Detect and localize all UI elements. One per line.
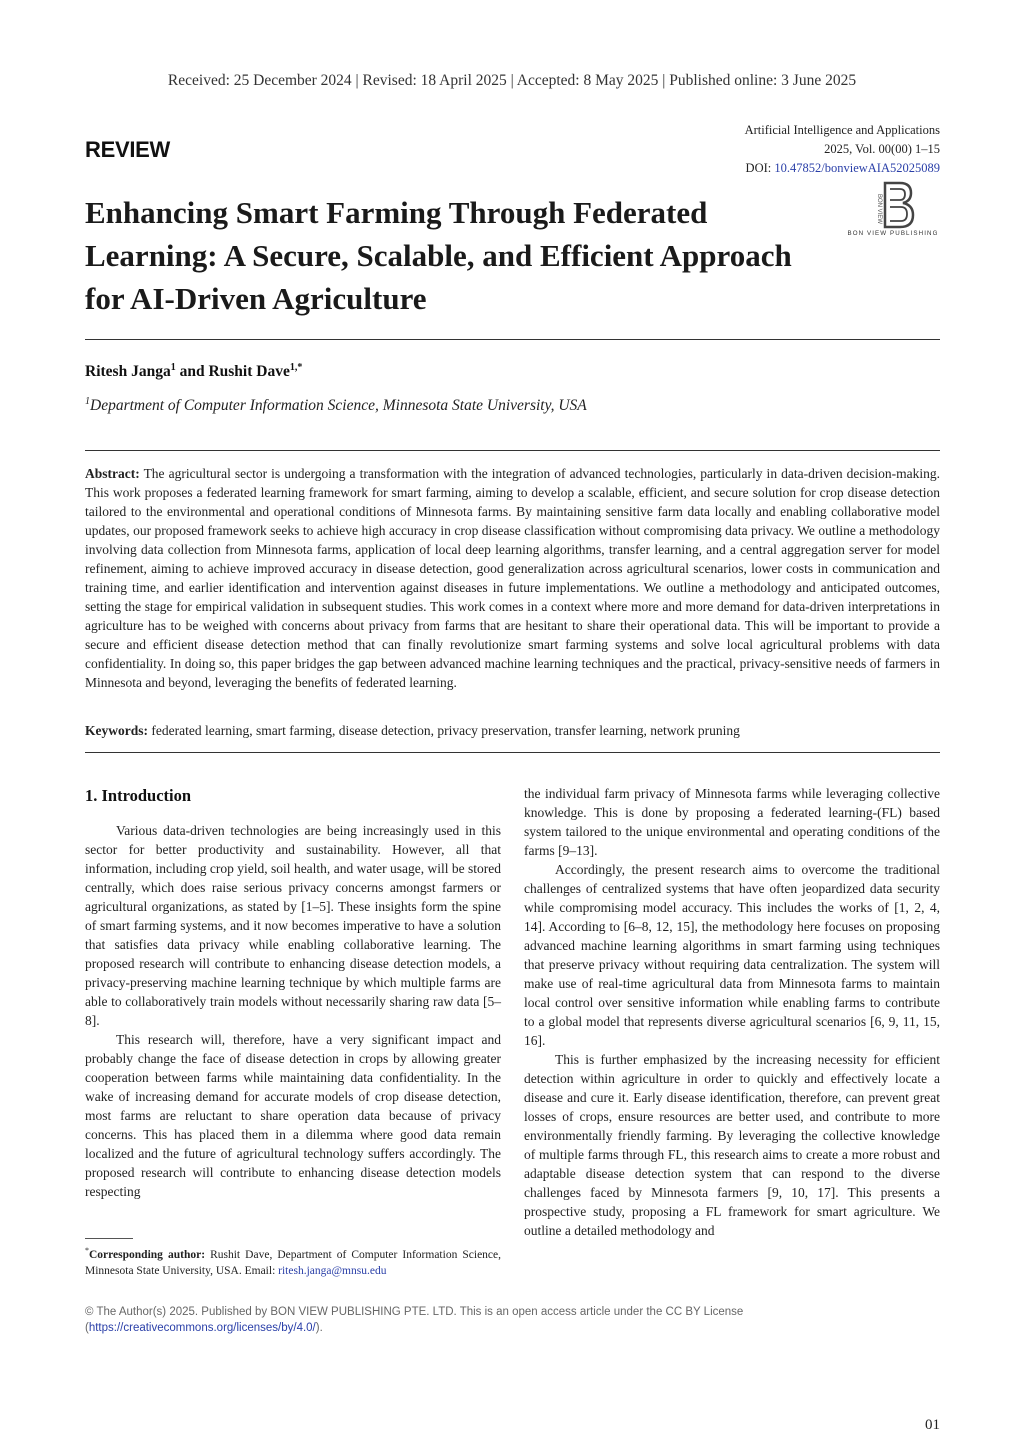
license-link[interactable]: https://creativecommons.org/licenses/by/4.0/ — [88, 1322, 316, 1334]
abstract-text: The agricultural sector is undergoing a transformation with the integration of advanced technologies, particularly in data-driven decision-making. This work proposes a federated learning framework for smart farming, aiming to develop a scalable, efficient, and secure solution for crop disease detection tailored to the environmental and operational conditions of Minnesota farms. By maintaining sensitive farm data locally and enabling collaborative model updates, our proposed framework seeks to achieve high accuracy in crop disease classification without compromising data privacy. We outline a methodology involving data collection from Minnesota farms, application of local deep learning algorithms, transfer learning, and a central aggregation server for model refinement, aiming to achieve improved accuracy in disease detection, good generalization across agricultural scenarios, lower costs in communication and training time, and earlier identification and intervention against diseases in future implementations. We outline a methodology and anticipated outcomes, setting the stage for empirical validation in subsequent studies. This work comes in a context where more and more demand for data-driven interpretations in agriculture has to be weighed with concerns about privacy from farms that are hesitant to share their operational data. This will be important to provide a secure and efficient disease detection method that can finally revolutionize smart farming systems and solve local agricultural problems with data confidentiality. In doing so, this paper bridges the gap between advanced machine learning techniques and the practical, privacy-sensitive needs of farmers in Minnesota and beyond, leveraging the benefits of federated learning. — [85, 466, 941, 690]
left-column — [85, 821, 501, 1201]
affiliation-mark: 1 — [85, 396, 90, 407]
paragraph: the individual farm privacy of Minnesota farms while leveraging collective knowledge. This is done by proposing a federated learning-(FL) based system tailored to the unique environmental and operating conditions of the farms [9–13]. — [524, 786, 940, 858]
author-conjunction: and — [179, 363, 205, 381]
publication-dates: Received: 25 December 2024 | Revised: 18 April 2025 | Accepted: 8 May 2025 | Published online: 3 June 2025 — [167, 72, 857, 89]
keywords-label: Keywords: — [85, 723, 148, 738]
author-name: Rushit Dave — [208, 363, 290, 381]
journal-volume: 2025, Vol. 00(00) 1–15 — [824, 142, 940, 156]
affiliation-text: Department of Computer Information Science, Minnesota State University, USA — [90, 397, 587, 415]
right-column — [524, 784, 940, 1240]
email-link[interactable]: ritesh.janga@mnsu.edu — [278, 1264, 387, 1277]
footnote-mark: * — [85, 1246, 89, 1255]
author-affiliation-mark: 1 — [170, 362, 176, 373]
keywords — [85, 721, 940, 740]
title-divider — [85, 339, 940, 340]
section-heading: 1. Introduction — [85, 786, 192, 805]
abstract-top-divider — [85, 450, 940, 451]
doi-label: DOI: — [745, 161, 772, 175]
doi-line — [745, 159, 940, 178]
footnote-text: Rushit Dave, Department of Computer Information Science, Minnesota State University, USA. Email: — [85, 1248, 502, 1277]
paragraph: Accordingly, the present research aims to overcome the traditional challenges of centralized systems that have often jeopardized data security while compromising model accuracy. This includes the works of [1, 2, 4, 14]. According to [6–8, 12, 15], the methodology here focuses on proposing advanced machine learning algorithms in smart farming using techniques that preserve privacy without requiring data centralization. The system will make use of real-time agricultural data from Minnesota farms to maintain local control over sensitive information while enabling farms to contribute to a global model that represents diverse agricultural scenarios [6, 9, 11, 15, 16]. — [524, 862, 940, 1048]
keywords-text: federated learning, smart farming, disease detection, privacy preservation, transfer learning, network pruning — [151, 723, 740, 738]
paragraph: This research will, therefore, have a very significant impact and probably change the face of disease detection in crops by allowing greater cooperation between farms while maintaining data confidentiality. In the wake of increasing demand for accurate models of crop disease detection, most farms are reluctant to share operation data because of privacy concerns. This has placed them in a dilemma where good data remain localized and the future of agricultural technology suffers accordingly. The proposed research will contribute to enhancing disease detection models respecting — [85, 1032, 501, 1199]
license-notice — [85, 1304, 940, 1336]
page-number: 01 — [925, 1417, 940, 1433]
corresponding-author-footnote — [85, 1243, 501, 1279]
article-type-label: REVIEW — [85, 137, 170, 162]
footnote-label: Corresponding author: — [89, 1248, 206, 1261]
paragraph: Various data-driven technologies are being increasingly used in this sector for better productivity and sustainability. However, all that information, including crop yield, soil health, and water usage, will be stored centrally, which does raise serious privacy concerns amongst farmers or agricultural organizations, as stated by [1–5]. These insights form the spine of smart farming systems, and it now becomes imperative to have a solution that satisfies data privacy while enabling collaborative learning. The proposed research will contribute to enhancing disease detection models, a privacy-preserving machine learning technique by which multiple farms are able to collaboratively train models without necessarily sharing raw data [5–8]. — [85, 823, 501, 1028]
abstract — [85, 464, 940, 692]
author-name: Ritesh Janga — [85, 363, 171, 381]
author-affiliation-mark: 1,* — [289, 362, 303, 373]
license-end: ). — [315, 1322, 323, 1334]
logo-publisher-text: BON VIEW PUBLISHING — [847, 230, 939, 237]
logo-vertical-text: BON VIEW — [876, 193, 882, 225]
license-text: © The Author(s) 2025. Published by BON VIEW PUBLISHING PTE. LTD. This is an open access article under the CC BY License ( — [85, 1306, 744, 1334]
footnote-rule — [85, 1238, 133, 1239]
abstract-label: Abstract: — [85, 466, 140, 481]
journal-name: Artificial Intelligence and Applications — [744, 123, 940, 137]
abstract-bottom-divider — [85, 752, 940, 753]
author-list — [85, 362, 302, 381]
affiliation — [85, 396, 587, 415]
paragraph: This is further emphasized by the increasing necessity for efficient detection within agriculture in order to quickly and effectively locate a disease and cure it. Early disease identification, therefore, can prevent great losses of crops, ensure resources are better used, and contribute to more environmentally friendly farming. By leveraging the collective knowledge of multiple farms through FL, this research aims to create a more robust and adaptable disease detection system that can respond to the diverse challenges faced by Minnesota farmers [9, 10, 17]. This presents a prospective study, proposing a FL framework for smart agriculture. We outline a detailed methodology and — [524, 1052, 940, 1238]
paper-title: Enhancing Smart Farming Through Federated Learning: A Secure, Scalable, and Efficient Approach for AI-Driven Agriculture — [85, 195, 792, 316]
doi-link[interactable]: 10.47852/bonviewAIA52025089 — [774, 161, 940, 175]
journal-info — [745, 121, 940, 178]
publisher-logo — [845, 181, 941, 237]
